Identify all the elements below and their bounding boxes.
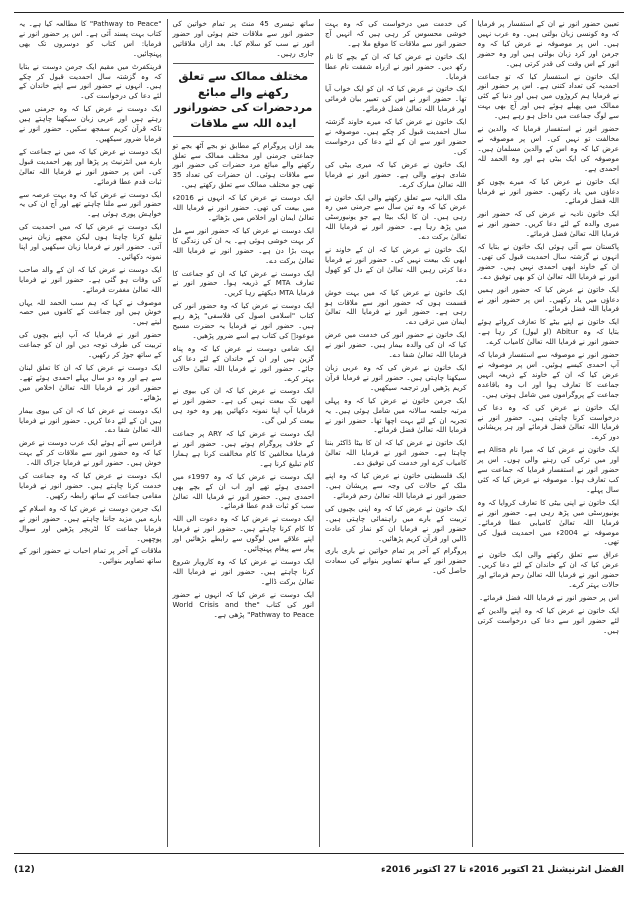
article-paragraph: ایک خاتون نادیہ نے عرض کی کہ حضور انور میری والدہ کے لئے دعا کریں۔ حضور انور نے فرمایا اللہ تعالیٰ فضل فرمائے۔ bbox=[477, 209, 619, 239]
article-paragraph: حضور انور نے موصوفہ سے استفسار فرمایا کہ آپ احمدی کیسے ہوئیں۔ اس پر موصوفہ نے عرض کیا کہ ان کے خاوند کے ذریعہ انہیں جماعت کا تعارف ہوا اور اب وہ باقاعدہ جماعت کے پروگراموں میں شامل ہوتی ہیں۔ bbox=[477, 350, 619, 399]
article-paragraph: فرینکفرٹ میں مقیم ایک جرمن دوست نے بتایا کہ وہ گزشتہ سال احمدیت قبول کر چکے ہیں۔ انہوں نے حضور انور سے اپنے خاندان کے لئے دعا کی درخواست کی۔ bbox=[19, 61, 162, 101]
section-heading bbox=[173, 68, 315, 132]
article-paragraph: ایک دوست نے عرض کیا کہ انہوں نے حضور انور کی کتاب "World Crisis and the Pathway to Peace" پڑھی ہے۔ bbox=[172, 589, 314, 619]
article-paragraph: ایک دوست نے عرض کیا کہ ARY پر جماعت کے خلاف پروگرام ہوتے ہیں۔ حضور انور نے فرمایا مخالفین کا کام مخالفت کرنا ہے ہمارا کام تبلیغ کرنا ہے۔ bbox=[172, 429, 314, 468]
article-paragraph: ملاقات کے آخر پر تمام احباب نے حضور انور کے ساتھ تصاویر بنوائیں۔ bbox=[19, 546, 162, 566]
column-2 bbox=[319, 19, 472, 847]
article-paragraph: ملک البانیہ سے تعلق رکھنے والی ایک خاتون نے عرض کیا کہ وہ تین سال سے جرمنی میں رہ رہی ہیں۔ ان کا ایک بیٹا ہے جو یونیورسٹی میں پڑھ رہا ہے۔ حضور انور نے فرمایا اللہ تعالیٰ برکت دے۔ bbox=[325, 192, 467, 242]
article-paragraph: ایک خاتون نے عرض کیا کہ وہ اپنی بچیوں کی تربیت کے بارے میں راہنمائی چاہتی ہیں۔ حضور انور نے فرمایا ان کو نماز کی عادت ڈالیں اور قرآن کریم پڑھائیں۔ bbox=[325, 503, 467, 543]
article-paragraph: ایک خاتون نے عرض کیا کہ حضور انور ہمیں دعاؤں میں یاد رکھیں۔ اس پر حضور انور نے فرمایا اللہ فضل فرمائے۔ bbox=[477, 284, 619, 314]
article-paragraph: ایک خاتون نے عرض کی کہ وہ دعا کی درخواست کرنا چاہتی ہیں۔ حضور انور نے فرمایا اللہ تعالیٰ فضل فرمائے اور ہر پریشانی دور کرے۔ bbox=[477, 402, 619, 442]
page-footer bbox=[14, 858, 624, 882]
article-paragraph: ایک خاتون نے عرض کیا کہ وہ اپنے والدین کے لئے حضور انور سے دعا کی درخواست کرتی ہیں۔ bbox=[477, 605, 619, 635]
article-paragraph: ایک دوست نے عرض کیا کہ وہ جماعت کی خدمت کرنا چاہتے ہیں۔ حضور انور نے فرمایا مقامی جماعت کے ساتھ رابطہ رکھیں۔ bbox=[19, 471, 162, 500]
article-paragraph: ایک شامی دوست نے عرض کیا کہ وہ پناہ گزین ہیں اور ان کے خاندان کے لئے دعا کی جائے۔ حضور انور نے فرمایا اللہ تعالیٰ حالات بہتر کرے۔ bbox=[172, 343, 314, 383]
article-paragraph: ایک دوست نے عرض کیا کہ وہ جرمنی میں رہتے ہیں اور عربی زبان سیکھنا چاہتے ہیں تاکہ قرآن کریم سمجھ سکیں۔ حضور انور نے فرمایا ضرور سیکھیں۔ bbox=[19, 104, 162, 143]
article-paragraph: ایک دوست نے عرض کیا کہ ان کی بیوی نے ابھی تک بیعت نہیں کی ہے۔ حضور انور نے فرمایا آپ اپنا نمونہ دکھائیں پھر وہ خود ہی بیعت کر لیں گی۔ bbox=[172, 386, 314, 426]
article-paragraph: عراق سے تعلق رکھنے والی ایک خاتون نے عرض کیا کہ ان کے خاندان کے لئے دعا کریں۔ حضور انور نے فرمایا اللہ تعالیٰ رحم فرمائے اور حالات بہتر کرے۔ bbox=[477, 550, 619, 590]
article-paragraph: ایک خاتون نے اپنے بیٹے کا تعارف کرواتے ہوئے بتایا کہ وہ Abitur (او لیول) کر رہا ہے۔ حضور انور نے فرمایا اللہ تعالیٰ کامیاب کرے۔ bbox=[477, 317, 619, 347]
article-paragraph: ایک دوست نے عرض کیا کہ ان کے والد صاحب کی وفات ہو گئی ہے۔ حضور انور نے فرمایا اللہ تعالیٰ مغفرت فرمائے۔ bbox=[19, 264, 162, 294]
article-paragraph: اس پر حضور انور نے فرمایا اللہ فضل فرمائے۔ bbox=[479, 592, 619, 602]
article-paragraph: ایک خاتون نے عرض کیا کہ ان کے خاوند نے ابھی تک بیعت نہیں کی۔ حضور انور نے فرمایا دعا کرتی رہیں اللہ تعالیٰ ان کے دل کو کھول دے۔ bbox=[325, 245, 467, 284]
article-paragraph: ایک خاتون نے عرض کیا کہ میری بیٹی کی شادی ہونے والی ہے۔ حضور انور نے فرمایا اللہ تعالیٰ مبارک کرے۔ bbox=[325, 159, 467, 189]
article-paragraph: ایک خاتون نے اپنی بیٹی کا تعارف کروایا کہ وہ یونیورسٹی میں پڑھ رہی ہے۔ حضور انور نے فرمایا اللہ تعالیٰ کامیابی عطا فرمائے۔ موصوفہ نے 2004ء میں احمدیت قبول کی تھی۔ bbox=[477, 497, 619, 547]
article-paragraph: بعد ازاں پروگرام کے مطابق نو بجے آٹھ بجے تو جماعتی جرمنی اور مختلف ممالک سے تعلق رکھنے والے مبائع مرد حضرات کی حضور انور سے ملاقات ہوئی۔ ان حضرات کی تعداد 35 تھی جو مختلف ممالک سے تعلق رکھتے ہیں۔ bbox=[172, 140, 314, 190]
article-paragraph: ایک خاتون نے عرض کیا کہ میرے بچوں کو دعاؤں میں یاد رکھیں۔ حضور انور نے فرمایا اللہ فضل فرمائے۔ bbox=[477, 176, 619, 206]
footer-publication-date: الفضل انٹرنیشنل 21 اکتوبر 2016ء تا 27 اکتوبر 2016ء bbox=[381, 865, 624, 875]
article-paragraph: تعیین حضور انور نے ان کے استفسار پر فرمایا کہ وہ کونسی زبان بولتی ہیں۔ وہ عرب نہیں ہیں۔ اس پر موصوفہ نے عرض کیا کہ وہ جرمن اور کرد زبان بولتی ہیں اور وہ حضور انور کے اس وقت کی قدر کرتی ہیں۔ bbox=[477, 19, 619, 68]
article-paragraph: ایک خاتون نے عرض کیا کہ ان کے بچے کا نام رکھ دیں۔ حضور انور نے ازراہ شفقت نام عطا فرمایا۔ bbox=[325, 51, 467, 81]
article-paragraph: ایک خاتون نے استفسار کیا کہ تو جماعت احمدیہ کی تعداد کتنی ہے۔ اس پر حضور انور نے فرمایا ہم کروڑوں میں ہیں اور دنیا کے کئی ممالک میں پھیلے ہوئے ہیں اور آج بھی بہت سے لوگ جماعت میں داخل ہو رہے ہیں۔ bbox=[477, 71, 619, 121]
section-divider bbox=[173, 136, 315, 137]
article-paragraph: ایک دوست نے عرض کیا کہ وہ بہت عرصہ سے حضور انور سے ملنا چاہتے تھے اور آج ان کی یہ خواہش پوری ہوئی ہے۔ bbox=[19, 189, 162, 219]
newspaper-page bbox=[14, 12, 624, 854]
column-1 bbox=[472, 19, 625, 847]
article-paragraph: ایک دوست نے عرض کیا کہ وہ کاروبار شروع کرنا چاہتے ہیں۔ حضور انور نے فرمایا اللہ تعالیٰ برکت ڈالے۔ bbox=[172, 556, 314, 586]
column-3 bbox=[167, 19, 320, 847]
article-paragraph: فرانس سے آئے ہوئے ایک عرب دوست نے عرض کیا کہ وہ حضور انور سے ملاقات کر کے بہت خوش ہیں۔ حضور انور نے فرمایا جزاک اللہ۔ bbox=[19, 438, 162, 468]
article-paragraph: حضور انور نے فرمایا کہ آپ اپنے بچوں کی تربیت کی طرف توجہ دیں اور ان کو جماعت کے ساتھ جوڑ کر رکھیں۔ bbox=[19, 330, 162, 360]
section-divider bbox=[173, 63, 315, 64]
article-paragraph: ایک جرمن دوست نے عرض کیا کہ وہ اسلام کے بارے میں مزید جاننا چاہتے ہیں۔ حضور انور نے فرمایا جماعت کا لٹریچر پڑھیں اور سوال پوچھیں۔ bbox=[19, 503, 162, 543]
article-paragraph: ایک دوست نے عرض کیا کہ ان کی بیوی بیمار ہیں ان کے لئے دعا کریں۔ حضور انور نے فرمایا اللہ تعالیٰ شفا دے۔ bbox=[19, 405, 162, 435]
article-paragraph: ایک خاتون نے حضور انور کی خدمت میں عرض کیا کہ ان کی والدہ بیمار ہیں۔ حضور انور نے فرمایا اللہ تعالیٰ شفا دے۔ bbox=[325, 330, 467, 360]
article-paragraph: ایک دوست نے عرض کیا کہ وہ 1997ء میں احمدی ہوئے تھے اور اب ان کے بچے بھی احمدی ہیں۔ حضور انور نے فرمایا اللہ تعالیٰ سب کو ثبات قدم عطا فرمائے۔ bbox=[172, 471, 314, 511]
article-paragraph: ایک خاتون نے عرض کیا کہ میں بہت خوش قسمت ہوں کہ حضور انور سے ملاقات ہو رہی ہے۔ حضور انور نے فرمایا اللہ تعالیٰ ایمان میں ترقی دے۔ bbox=[325, 287, 467, 327]
article-paragraph: ایک خاتون نے عرض کیا کہ میرا نام Alisa ہے اور میں ترکی کی رہنے والی ہوں۔ اس پر حضور انور نے استفسار فرمایا کہ جماعت سے کب تعارف ہوا۔ موصوفہ نے عرض کیا کہ کئی سال پہلے۔ bbox=[477, 445, 619, 494]
section-heading-line-1: مختلف ممالک سے تعلق رکھنے والے مبائع bbox=[178, 68, 309, 99]
article-paragraph: ایک دوست نے عرض کیا کہ وہ حضور انور کی کتاب "اسلامی اصول کی فلاسفی" پڑھ رہے ہیں۔ حضور انور نے فرمایا یہ حضرت مسیح موعودؑ کی کتاب ہے اسے ضرور پڑھیں۔ bbox=[172, 301, 314, 340]
article-paragraph: ایک خاتون نے عرض کیا کہ ان کا بیٹا ڈاکٹر بننا چاہتا ہے۔ حضور انور نے فرمایا اللہ تعالیٰ کامیاب کرے اور خدمت کی توفیق دے۔ bbox=[325, 438, 467, 468]
article-paragraph: کی خدمت میں درخواست کی کہ وہ بہت خوشی محسوس کر رہی ہیں کہ انہیں آج حضور انور سے ملاقات کا موقع ملا ہے۔ bbox=[325, 19, 467, 48]
article-paragraph: ایک دوست نے عرض کیا کہ وہ دعوت الی اللہ کا کام کرنا چاہتے ہیں۔ حضور انور نے فرمایا اپنے علاقے میں لوگوں سے رابطے بڑھائیں اور پیار سے پیغام پہنچائیں۔ bbox=[172, 514, 314, 554]
article-paragraph: پروگرام کے آخر پر تمام خواتین نے باری باری حضور انور کے ساتھ تصاویر بنوانے کی سعادت حاصل کی۔ bbox=[325, 546, 467, 576]
article-paragraph: ایک جرمن خاتون نے عرض کیا کہ وہ پہلی مرتبہ جلسہ سالانہ میں شامل ہوئی ہیں۔ یہ تجربہ ان کے لئے بہت اچھا تھا۔ حضور انور نے فرمایا اللہ تعالیٰ فضل فرمائے۔ bbox=[325, 395, 467, 435]
article-paragraph: موصوف نے کہا کہ ہم سب الحمد للہ یہاں خوش ہیں اور جماعت کے کاموں میں حصہ لیتے ہیں۔ bbox=[19, 297, 162, 327]
article-paragraph: ایک دوست نے عرض کیا کہ میں احمدیت کی تبلیغ کرنا چاہتا ہوں لیکن مجھے زبان نہیں آتی۔ حضور انور نے فرمایا زبان سیکھیں اور اپنا نمونہ دکھائیں۔ bbox=[19, 222, 162, 261]
column-4 bbox=[14, 19, 167, 847]
section-heading-line-2: مردحضرات کی حضورانور ایدہ اللہ سے ملاقات bbox=[174, 100, 313, 130]
article-paragraph: ایک دوست نے عرض کیا کہ حضور انور سے مل کر بہت خوشی ہوئی ہے۔ یہ ان کی زندگی کا بہت بڑا دن ہے۔ حضور انور نے فرمایا اللہ تعالیٰ برکت دے۔ bbox=[172, 225, 314, 265]
page-number: (12) bbox=[14, 865, 35, 875]
article-paragraph: حضور انور نے استفسار فرمایا کہ والدین نے مخالفت تو نہیں کی۔ اس پر موصوفہ نے عرض کیا کہ وہ اس کے والدین مسلمان ہیں۔ موصوفہ کی ایک بیٹی ہے اور وہ الحمد للہ احمدی ہے۔ bbox=[477, 124, 619, 173]
article-paragraph: "Pathway to Peace" کا مطالعہ کیا ہے۔ یہ کتاب بہت پسند آئی ہے۔ اس پر حضور انور نے فرمایا: اس کتاب کو دوسروں تک بھی پہنچائیں۔ bbox=[19, 19, 162, 58]
article-paragraph: ایک دوست نے عرض کیا کہ میں نے جماعت کے بارے میں انٹرنیٹ پر پڑھا اور پھر احمدیت قبول کی۔ اس پر حضور انور نے فرمایا اللہ تعالیٰ ثبات قدم عطا فرمائے۔ bbox=[19, 146, 162, 186]
article-paragraph: ایک دوست نے عرض کیا کہ ان کو جماعت کا تعارف MTA کے ذریعہ ہوا۔ حضور انور نے فرمایا MTA دیکھتے رہا کریں۔ bbox=[172, 268, 314, 298]
article-paragraph: ایک فلسطینی خاتون نے عرض کیا کہ وہ اپنے ملک کے حالات کی وجہ سے پریشان ہیں۔ حضور انور نے فرمایا اللہ تعالیٰ رحم فرمائے۔ bbox=[325, 471, 467, 500]
article-paragraph: ایک دوست نے عرض کیا کہ ان کا تعلق لبنان سے ہے اور وہ دو سال پہلے احمدی ہوئے تھے۔ حضور انور نے فرمایا اللہ تعالیٰ اخلاص میں بڑھائے۔ bbox=[19, 363, 162, 402]
article-paragraph: ایک خاتون نے عرض کیا کہ ان کو ایک خواب آیا تھا۔ حضور انور نے اس کی تعبیر بیان فرمائی اور فرمایا اللہ تعالیٰ فضل فرمائے۔ bbox=[325, 84, 467, 114]
article-paragraph: ایک خاتون نے عرض کیا کہ میرے خاوند گزشتہ سال احمدیت قبول کر چکے ہیں۔ موصوفہ نے حضور انور سے ان کے لئے دعا کی درخواست کی۔ bbox=[325, 117, 467, 156]
article-paragraph: ایک خاتون نے عرض کی کہ وہ عربی زبان سیکھنا چاہتی ہیں۔ حضور انور نے فرمایا قرآن کریم پڑھیں اور ترجمہ سیکھیں۔ bbox=[325, 363, 467, 392]
article-paragraph: ایک دوست نے عرض کیا کہ انہوں نے 2016ء میں بیعت کی تھی۔ حضور انور نے فرمایا اللہ تعالیٰ ایمان اور اخلاص میں بڑھائے۔ bbox=[172, 193, 314, 222]
columns-container bbox=[14, 19, 624, 847]
article-paragraph: ساتھ تیسری 45 منٹ پر تمام خواتین کی حضور انور سے ملاقات ختم ہوئی اور حضور انور نے سب کو سلام کیا۔ بعد ازاں ملاقاتیں جاری رہیں۔ bbox=[172, 19, 315, 58]
article-paragraph: پاکستان سے آئی ہوئی ایک خاتون نے بتایا کہ انہوں نے گزشتہ سال احمدیت قبول کی تھی۔ ان کے خاوند ابھی احمدی نہیں ہیں۔ حضور انور نے فرمایا اللہ تعالیٰ ان کو بھی توفیق دے۔ bbox=[477, 242, 619, 281]
